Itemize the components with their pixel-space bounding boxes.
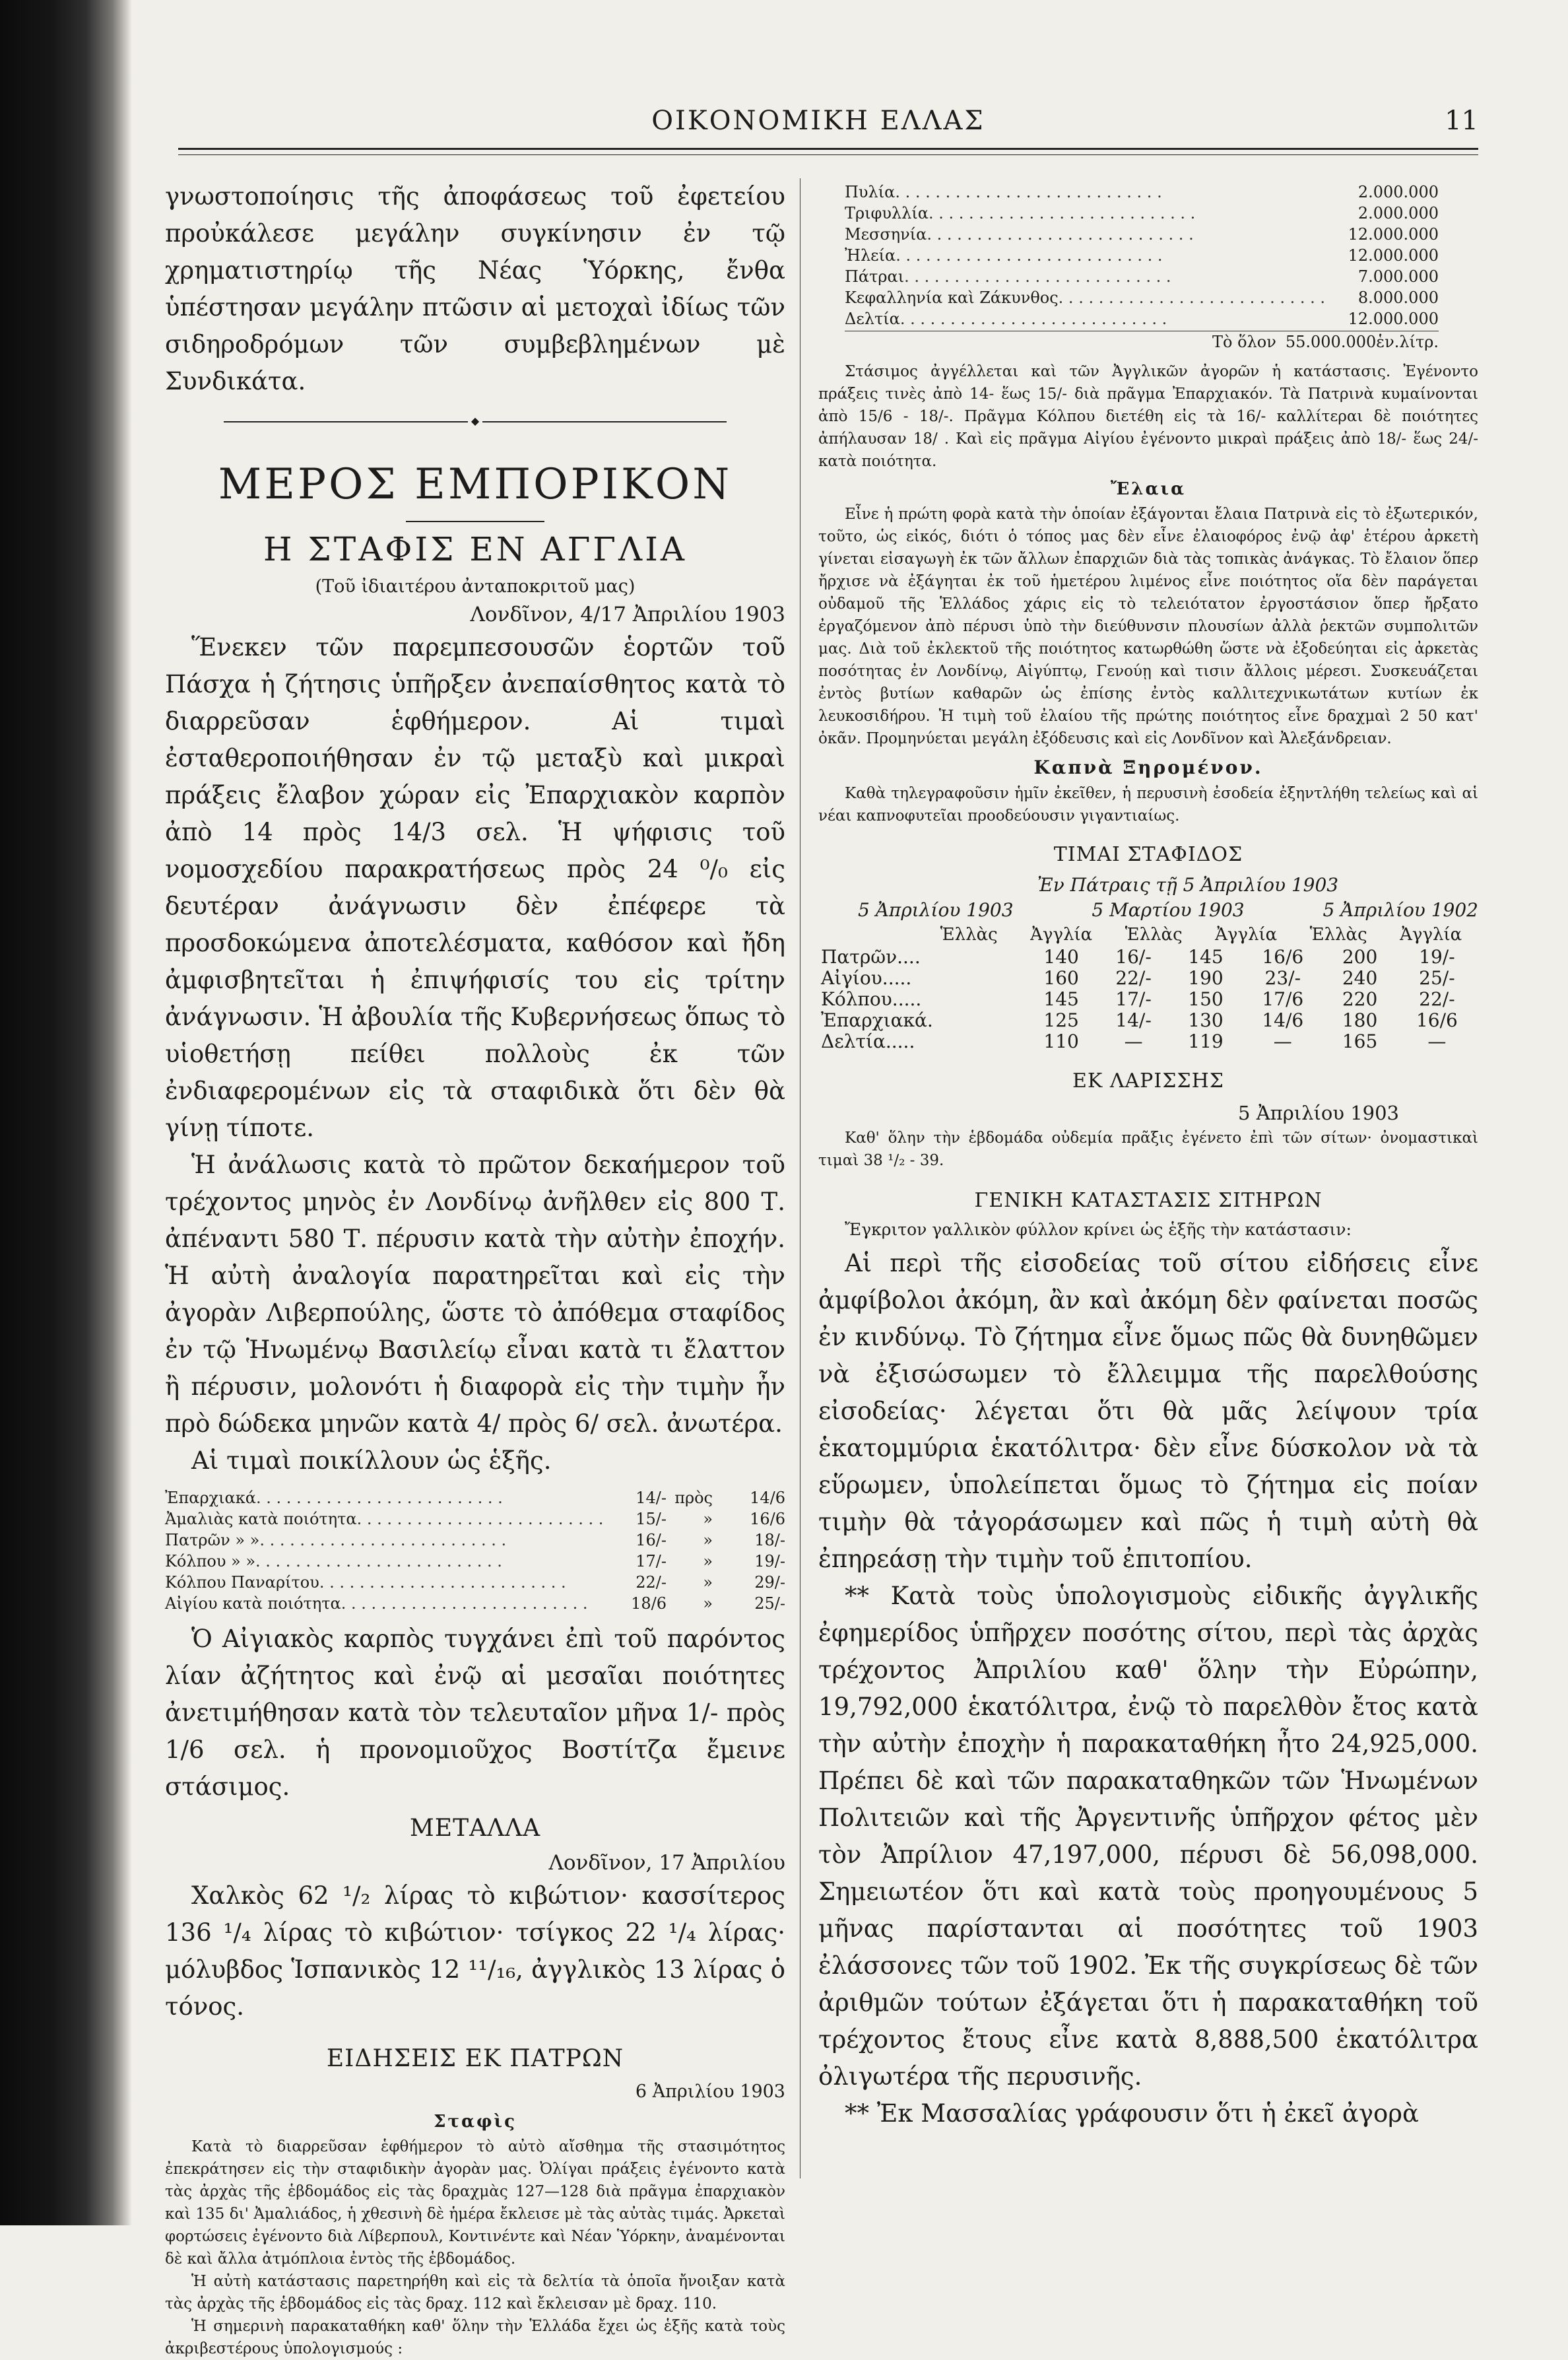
metals-title: ΜΕΤΑΛΛΑ: [409, 1815, 541, 1842]
price-row: Πατρῶν » » . . . . . . . . . . . . . . . . . . . . . . . . . 16/- » 18/-: [165, 1531, 785, 1549]
larissa-title: ΕΚ ΛΑΡΙΣΣΗΣ: [1072, 1069, 1224, 1093]
journal-title: ΟΙΚΟΝΟΜΙΚΗ ΕΛΛΑΣ: [651, 106, 985, 136]
ornament-divider: ◆: [165, 415, 785, 427]
table-row: Πατρῶν.... 140 16/- 145 16/6 200 19/-: [821, 946, 1455, 968]
stock-row: Κεφαλληνία καὶ Ζάκυνθος . . . . . . . . . . . . . . . . . . . . . . . . . . . 8.000.000: [845, 288, 1439, 307]
patras-title: ΕΙΔΗΣΕΙΣ ΕΚ ΠΑΤΡΩΝ: [326, 2045, 624, 2072]
grain-intro: Ἔγκριτον γαλλικὸν φύλλον κρίνει ὡς ἑξῆς τὴν κατάστασιν:: [845, 1220, 1352, 1239]
larissa-paragraph: Καθ' ὅλην τὴν ἑβδομάδα οὐδεμία πρᾶξις ἐγένετο ἐπὶ τῶν σίτων· ὀνομαστικαὶ τιμαὶ 38 ¹/₂ - 39.: [818, 1129, 1478, 1169]
price-row: Κόλπου Παναρίτου . . . . . . . . . . . . . . . . . . . . . . . . . 22/- » 29/-: [165, 1573, 785, 1592]
raisin-prices-dateline: Ἐν Πάτραις τῇ 5 Ἀπριλίου 1903: [1037, 874, 1339, 896]
larissa-dateline: 5 Ἀπριλίου 1903: [1238, 1102, 1399, 1124]
metals-paragraph: Χαλκὸς 62 ¹/₂ λίρας τὸ κιβώτιον· κασσίτερος 136 ¹/₄ λίρας τὸ κιβώτιον· τσίγκος 22 ¹/₄ λίρας· μόλυβδος Ἱσπανικὸς 12 ¹¹/₁₆, ἀγγλικὸς 13 λίρας ὁ τόνος.: [165, 1881, 785, 2021]
patras-paragraph-2: Ἡ αὐτὴ κατάστασις παρετηρήθη καὶ εἰς τὰ δελτία τὰ ὁποῖα ἤνοιξαν κατὰ τὰς ἀρχὰς τῆς ἑβδομάδος εἰς τὰς δραχ. 112 καὶ ἔκλεισαν μὲ δραχ. 110.: [165, 2273, 785, 2312]
table-row: Κόλπου..... 145 17/- 150 17/6 220 22/-: [821, 988, 1455, 1010]
article-paragraph-3: Αἱ τιμαὶ ποικίλλουν ὡς ἑξῆς.: [191, 1446, 552, 1475]
price-row: Αἰγίου κατὰ ποιότητα . . . . . . . . . . . . . . . . . . . . . . . . . 18/6 » 25/-: [165, 1594, 785, 1613]
olives-paragraph: Εἶνε ἡ πρώτη φορὰ κατὰ τὴν ὁποίαν ἐξάγονται ἔλαια Πατρινὰ εἰς τὸ ἐξωτερικόν, τοῦτο, ὡς εἰκός, διότι ὁ τόπος μας δὲν εἶνε ἐλαιοφόρος ἐνῷ ἀφ' ἑτέρου ἀρκετὴ γίνεται εἰσαγωγὴ ἐκ τῶν ἄλλων ἐπαρχιῶν διὰ τὰς τοπικὰς ἀνάγκας. Τὸ ἔλαιον ὅπερ ἤρχισε νὰ ἐξάγηται ἐκ τοῦ ἡμετέρου λιμένος εἶνε ποιότητος οἵα δὲν παράγεται οὐδαμοῦ τῆς Ἑλλάδος χάρις εἰς τὸ τελειότατον ἐργοστάσιον ὅπερ ἤρξατο ἐργαζόμενον ἀπὸ πέρυσι ὑπὸ τὴν διεύθυνσιν πλουσίων ἀλλὰ ῥεκτῶν συμπολιτῶν μας. Διὰ τοῦ ἐκλεκτοῦ τῆς ποιότητος κατωρθώθη ὥστε νὰ ἐξοδεύηται εἰς ἀρκετὰς ποσότητας ἐν Λονδίνῳ, Αἰγύπτῳ, Γενούῃ καὶ τισιν ἄλλοις μέρεσι. Συσκευάζεται ἐντὸς βυτίων καθαρῶν ὡς ἐπίσης ἐντὸς καλλιτεχνικωτάτων κυτίων ἐκ λευκοσιδήρου. Ἡ τιμὴ τοῦ ἐλαίου τῆς πρώτης ποιότητος εἶνε δραχμαὶ 2 50 κατ' ὀκᾶν. Προμηνύεται μεγάλη ἐξόδευσις καὶ εἰς Λονδῖνον καὶ Ἀλεξάνδρειαν.: [818, 506, 1478, 747]
price-row: Ἀμαλιὰς κατὰ ποιότητα . . . . . . . . . . . . . . . . . . . . . . . . . 15/- » 16/6: [165, 1510, 785, 1528]
header-rule-thick: [178, 148, 1478, 150]
article-title: Η ΣΤΑΦΙΣ ΕΝ ΑΓΓΛΙΑ: [263, 530, 687, 568]
metals-dateline: Λονδῖνον, 17 Ἀπριλίου: [548, 1851, 785, 1875]
stock-row: Πάτραι . . . . . . . . . . . . . . . . . . . . . . . . . . . 7.000.000: [845, 267, 1439, 286]
tobacco-title: Καπνὰ Ξηρομένον.: [1033, 757, 1263, 778]
intro-paragraph: γνωστοποίησις τῆς ἀποφάσεως τοῦ ἐφετείου προὐκάλεσε μεγάλην συγκίνησιν ἐν τῷ χρηματιστηρίῳ τῆς Νέας Ὑόρκης, ἔνθα ὑπέστησαν μεγάλην πτῶσιν αἱ μετοχαὶ ἰδίως τῶν σιδηροδρόμων τῶν συμβεβλημένων μὲ Συνδικάτα.: [165, 182, 785, 395]
raisin-price-list: [165, 1487, 785, 1614]
table-row: Αἰγίου..... 160 22/- 190 23/- 240 25/-: [821, 967, 1455, 989]
running-header: [158, 106, 1478, 152]
table-row: Δελτία..... 110 — 119 — 165 —: [821, 1030, 1447, 1052]
stock-row: Ἠλεία . . . . . . . . . . . . . . . . . . . . . . . . . . . 12.000.000: [845, 246, 1439, 265]
price-row: Ἐπαρχιακά . . . . . . . . . . . . . . . . . . . . . . . . . 14/- πρὸς 14/6: [165, 1489, 785, 1507]
patras-dateline: 6 Ἀπριλίου 1903: [635, 2081, 785, 2102]
grain-paragraph-2: ** Κατὰ τοὺς ὑπολογισμοὺς εἰδικῆς ἀγγλικῆς ἐφημερίδος ὑπῆρχεν ποσότης σίτου, περὶ τὰς ἀρχὰς τρέχοντος Ἀπριλίου καθ' ὅλην τὴν Εὐρώπην, 19,792,000 ἑκατόλιτρα, ἐνῷ τὸ παρελθὸν ἔτος κατὰ τὴν αὐτὴν ἐποχὴν ἡ παρακαταθήκη ἦτο 24,925,000. Πρέπει δὲ καὶ τῶν παρακαταθηκῶν τῶν Ἡνωμένων Πολιτειῶν καὶ τῆς Ἀργεντινῆς ὑπῆρχον φέτος μὲν τὸν Ἀπρίλιον 47,197,000, πέρυσι δὲ 56,098,000. Σημειωτέον ὅτι καὶ κατὰ τοὺς προηγουμένους 5 μῆνας παρίστανται αἱ ποσότητες τοῦ 1903 ἐλάσσονες τῶν τοῦ 1902. Ἐκ τῆς συγκρίσεως δὲ τῶν ἀριθμῶν τούτων ἐξάγεται ὅτι ἡ παρακαταθήκη τοῦ τρέχοντος ἔτους εἶνε κατὰ 8,888,500 ἑκατόλιτρα ὀλιγωτέρα τῆς περυσινῆς.: [818, 1582, 1478, 2091]
olives-title: Ἔλαια: [1110, 479, 1187, 499]
stock-list: [818, 182, 1478, 353]
correspondent-note: (Τοῦ ἰδιαιτέρου ἀνταποκριτοῦ μας): [315, 576, 636, 597]
article-paragraph-1: Ἕνεκεν τῶν παρεμπεσουσῶν ἑορτῶν τοῦ Πάσχα ἡ ζήτησις ὑπῆρξεν ἀνεπαίσθητος κατὰ τὸ διαρρεῦσαν ἑφθήμερον. Αἱ τιμαὶ ἐσταθεροποιήθησαν ἐν τῷ μεταξὺ καὶ μικραὶ πράξεις ἔλαβον χώραν εἰς Ἐπαρχιακὸν καρπὸν ἀπὸ 14 πρὸς 14/3 σελ. Ἡ ψήφισις τοῦ νομοσχεδίου παρακρατήσεως πρὸς 24 ⁰/₀ εἰς δευτέραν ἀνάγνωσιν δὲν ἐπέφερε τὰ προσδοκώμενα ἀποτελέσματα, καθόσον καὶ ἤδη ἀμφισβητεῖται ἡ ἐπιψήφισίς του εἰς τρίτην ἀνάγνωσιν. Ἡ ἀβουλία τῆς Κυβερνήσεως ὅπως τὸ υἱοθετήσῃ πείθει πολλοὺς ἐκ τῶν ἐνδιαφερομένων εἰς τὰ σταφιδικὰ ὅτι δὲν θὰ γίνῃ τίποτε.: [165, 633, 785, 1142]
article-paragraph-4: Ὁ Αἰγιακὸς καρπὸς τυγχάνει ἐπὶ τοῦ παρόντος λίαν ἀζήτητος καὶ ἐνῷ αἱ μεσαῖαι ποιότητες ἀνετιμήθησαν κατὰ τὸν τελευταῖον μῆνα 1/- πρὸς 1/6 σελ. ἡ προνομιοῦχος Βοστίτζα ἔμεινε στάσιμος.: [165, 1625, 785, 1801]
tobacco-paragraph: Καθὰ τηλεγραφοῦσιν ἡμῖν ἐκεῖθεν, ἡ περυσινὴ ἐσοδεία ἐξηντλήθη τελείως καὶ αἱ νέαι καπνοφυτεῖαι προοδεύουσιν γιγαντιαίως.: [818, 785, 1478, 825]
right-column: [818, 182, 1478, 2132]
patras-paragraph-1: Κατὰ τὸ διαρρεῦσαν ἑφθήμερον τὸ αὐτὸ αἴσθημα τῆς στασιμότητος ἐπεκράτησεν εἰς τὴν σταφιδικὴν ἀγορὰν μας. Ὀλίγαι πράξεις ἐγένοντο κατὰ τὰς ἀρχὰς τῆς ἑβδομάδος εἰς τὰς δραχμὰς 127—128 διὰ πρᾶγμα ἐπαρχιακὸν καὶ 135 δι' Ἀμαλιάδος, ἡ χθεσινὴ δὲ ἡμέρα ἔκλεισε μὲ τὰς αὐτὰς τιμάς. Ἀρκεταὶ φορτώσεις ἐγένοντο διὰ Λίβερπουλ, Κοντινέντε καὶ Νέαν Ὑόρκην, ἀναμένονται δὲ καὶ ἄλλα ἀτμόπλοια ἐντὸς τῆς ἑβδομάδος.: [165, 2138, 785, 2268]
raisin-price-table: [818, 947, 1478, 1052]
article-paragraph-2: Ἡ ἀνάλωσις κατὰ τὸ πρῶτον δεκαήμερον τοῦ τρέχοντος μηνὸς ἐν Λονδίνῳ ἀνῆλθεν εἰς 800 Τ. ἀπέναντι 580 Τ. πέρυσιν κατὰ τὴν αὐτὴν ἐποχήν. Ἡ αὐτὴ ἀναλογία παρατηρεῖται καὶ εἰς τὴν ἀγορὰν Λιβερπούλης, ὥστε τὸ ἀπόθεμα σταφίδος ἐν τῷ Ἡνωμένῳ Βασιλείῳ εἶναι κατὰ τι ἔλαττον ἢ πέρυσιν, μολονότι ἡ διαφορὰ εἰς τὴν τιμὴν ἦν πρὸ δώδεκα μηνῶν κατὰ 4/ πρὸς 6/ σελ. ἀνωτέρα.: [165, 1151, 785, 1438]
grain-title: ΓΕΝΙΚΗ ΚΑΤΑΣΤΑΣΙΣ ΣΙΤΗΡΩΝ: [974, 1189, 1323, 1212]
newspaper-page: [158, 79, 1478, 2357]
stock-total-row: Τὸ ὅλον 55.000.000ἑν.λίτρ.: [845, 331, 1439, 353]
header-rule-thin: [178, 154, 1478, 155]
page-number: 11: [1445, 106, 1478, 136]
left-column: [165, 178, 785, 2360]
title-rule: [406, 521, 544, 522]
stock-row: Τριφυλλία . . . . . . . . . . . . . . . . . . . . . . . . . . . 2.000.000: [845, 204, 1439, 222]
stock-row: Μεσσηνία . . . . . . . . . . . . . . . . . . . . . . . . . . . 12.000.000: [845, 225, 1439, 244]
grain-paragraph-1: Αἱ περὶ τῆς εἰσοδείας τοῦ σίτου εἰδήσεις εἶνε ἀμφίβολοι ἀκόμη, ἂν καὶ ἀκόμη δὲν φαίνεται ποσῶς ἐν κινδύνῳ. Τὸ ζήτημα εἶνε ὅμως πῶς θὰ δυνηθῶμεν νὰ ἐξισώσωμεν τὸ ἔλλειμμα τῆς παρελθούσης εἰσοδείας· λέγεται ὅτι θὰ μᾶς λείψουν τρία ἑκατομμύρια ἑκατόλιτρα· δὲν εἶνε δύσκολον νὰ τὰ εὕρωμεν, ὑπολείπεται ὅμως τὸ ζήτημα εἰς ποίαν τιμὴν θὰ τἀγοράσωμεν καὶ πῶς ἡ τιμὴ αὐτὴ θὰ ἐπηρεάσῃ τὴν τιμὴν τοῦ ἐπιτοπίου.: [818, 1249, 1478, 1573]
dateline: Λονδῖνον, 4/17 Ἀπριλίου 1903: [470, 603, 785, 626]
stock-row: Πυλία . . . . . . . . . . . . . . . . . . . . . . . . . . . 2.000.000: [845, 183, 1439, 201]
stock-row: Δελτία . . . . . . . . . . . . . . . . . . . . . . . . . . . 12.000.000: [845, 310, 1439, 328]
raisin-prices-title: ΤΙΜΑΙ ΣΤΑΦΙΔΟΣ: [1053, 843, 1243, 866]
part-title: ΜΕΡΟΣ ΕΜΠΟΡΙΚΟΝ: [218, 460, 733, 509]
page-binding-shadow: [0, 0, 132, 2225]
patras-paragraph-3: Ἡ σημερινὴ παρακαταθήκη καθ' ὅλην τὴν Ἑλλάδα ἔχει ὡς ἑξῆς κατὰ τοὺς ἀκριβεστέρους ὑπολογισμούς :: [165, 2318, 785, 2357]
market-paragraph: Στάσιμος ἀγγέλλεται καὶ τῶν Ἀγγλικῶν ἀγορῶν ἡ κατάστασις. Ἐγένοντο πράξεις τινὲς ἀπὸ 14- ἕως 15/- διὰ πρᾶγμα Ἐπαρχιακόν. Τὰ Πατρινὰ κυμαίνονται ἀπὸ 15/6 - 18/-. Πρᾶγμα Κόλπου διετέθη εἰς τὰ 16/- καλλίτεραι δὲ ποιότητες ἀπήλαυσαν 18/ . Καὶ εἰς πρᾶγμα Αἰγίου ἐγένοντο μικραὶ πράξεις ἀπὸ 18/- ἕως 24/- κατὰ ποιότητα.: [818, 363, 1478, 470]
price-date-header: 5 Ἀπριλίου 1903 5 Μαρτίου 1903 5 Ἀπριλίου 1902: [858, 899, 1478, 921]
price-row: Κόλπου » » . . . . . . . . . . . . . . . . . . . . . . . . . 17/- » 19/-: [165, 1552, 785, 1570]
grain-paragraph-3: ** Ἐκ Μασσαλίας γράφουσιν ὅτι ἡ ἐκεῖ ἀγορὰ: [845, 2099, 1420, 2128]
price-country-header: Ἑλλὰς Ἀγγλία Ἑλλὰς Ἀγγλία Ἑλλὰς Ἀγγλία: [940, 925, 1462, 945]
patras-subtitle: Σταφὶς: [434, 2112, 517, 2132]
table-row: Ἐπαρχιακά. 125 14/- 130 14/6 180 16/6: [821, 1009, 1458, 1031]
